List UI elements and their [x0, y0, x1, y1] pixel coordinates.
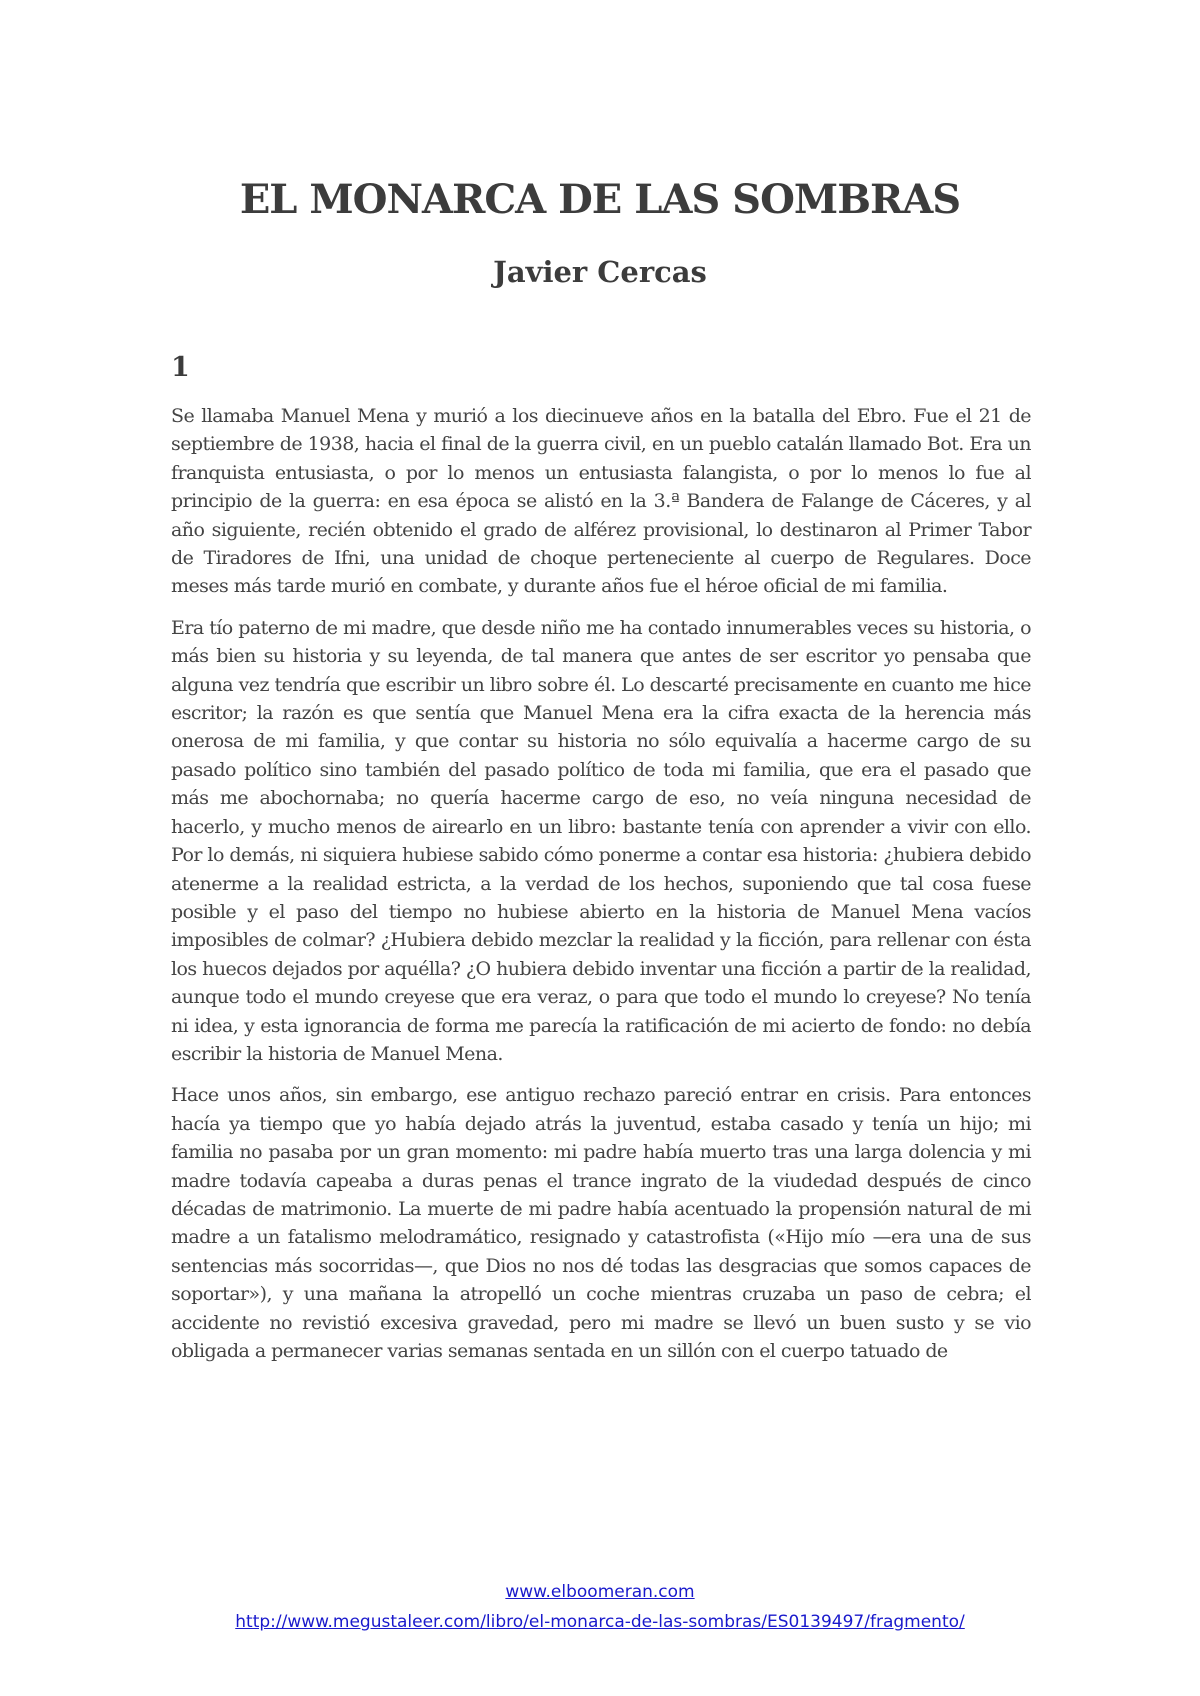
paragraph-1: Se llamaba Manuel Mena y murió a los diecinueve años en la batalla del Ebro. Fue el 21 de septiembre de 1938, hacia el final de la guerra civil, en un pueblo catalán llamado Bot. Era un franquista entusiasta, o por lo menos un entusiasta falangista, o por lo menos lo fue al principio de la guerra: en esa época se alistó en la 3.ª Bandera de Falange de Cáceres, y al año siguiente, recién obtenido el grado de alférez provisional, lo destinaron al Primer Tabor de Tiradores de Ifni, una unidad de choque perteneciente al cuerpo de Regulares. Doce meses más tarde murió en combate, y durante años fue el héroe oficial de mi familia. — [171, 405, 1031, 598]
chapter-number: 1 — [171, 352, 190, 383]
book-author: Javier Cercas — [493, 255, 707, 289]
page-footer — [0, 1577, 1200, 1637]
paragraph-3: Hace unos años, sin embargo, ese antiguo rechazo pareció entrar en crisis. Para entonces hacía ya tiempo que yo había dejado atrás la juventud, estaba casado y tenía un hijo; mi familia no pasaba por un gran momento: mi padre había muerto tras una larga dolencia y mi madre todavía capeaba a duras penas el trance ingrato de la viudedad después de cinco décadas de matrimonio. La muerte de mi padre había acentuado la propensión natural de mi madre a un fatalismo melodramático, resignado y catastrofista («Hijo mío —era una de sus sentencias más socorridas—, que Dios no nos dé todas las desgracias que somos capaces de soportar»), y una mañana la atropelló un coche mientras cruzaba un paso de cebra; el accidente no revistió excesiva gravedad, pero mi madre se llevó un buen susto y se vio obligada a permanecer varias semanas sentada en un sillón con el cuerpo tatuado de — [171, 1084, 1031, 1362]
chapter-text — [171, 402, 1031, 1378]
site-link[interactable]: www.elboomeran.com — [505, 1582, 695, 1602]
source-link[interactable]: http://www.megustaleer.com/libro/el-monarca-de-las-sombras/ES0139497/fragmento/ — [235, 1612, 965, 1632]
book-title: EL MONARCA DE LAS SOMBRAS — [239, 176, 961, 223]
paragraph-2: Era tío paterno de mi madre, que desde niño me ha contado innumerables veces su historia, o más bien su historia y su leyenda, de tal manera que antes de ser escritor yo pensaba que alguna vez tendría que escribir un libro sobre él. Lo descarté precisamente en cuanto me hice escritor; la razón es que sentía que Manuel Mena era la cifra exacta de la herencia más onerosa de mi familia, y que contar su historia no sólo equivalía a hacerme cargo de su pasado político sino también del pasado político de toda mi familia, que era el pasado que más me abochornaba; no quería hacerme cargo de eso, no veía ninguna necesidad de hacerlo, y mucho menos de airearlo en un libro: bastante tenía con aprender a vivir con ello. Por lo demás, ni siquiera hubiese sabido cómo ponerme a contar esa historia: ¿hubiera debido atenerme a la realidad estricta, a la verdad de los hechos, suponiendo que tal cosa fuese posible y el paso del tiempo no hubiese abierto en la historia de Manuel Mena vacíos imposibles de colmar? ¿Hubiera debido mezclar la realidad y la ficción, para rellenar con ésta los huecos dejados por aquélla? ¿O hubiera debido inventar una ficción a partir de la realidad, aunque todo el mundo creyese que era veraz, o para que todo el mundo lo creyese? No tenía ni idea, y esta ignorancia de forma me parecía la ratificación de mi acierto de fondo: no debía escribir la historia de Manuel Mena. — [171, 616, 1031, 1065]
